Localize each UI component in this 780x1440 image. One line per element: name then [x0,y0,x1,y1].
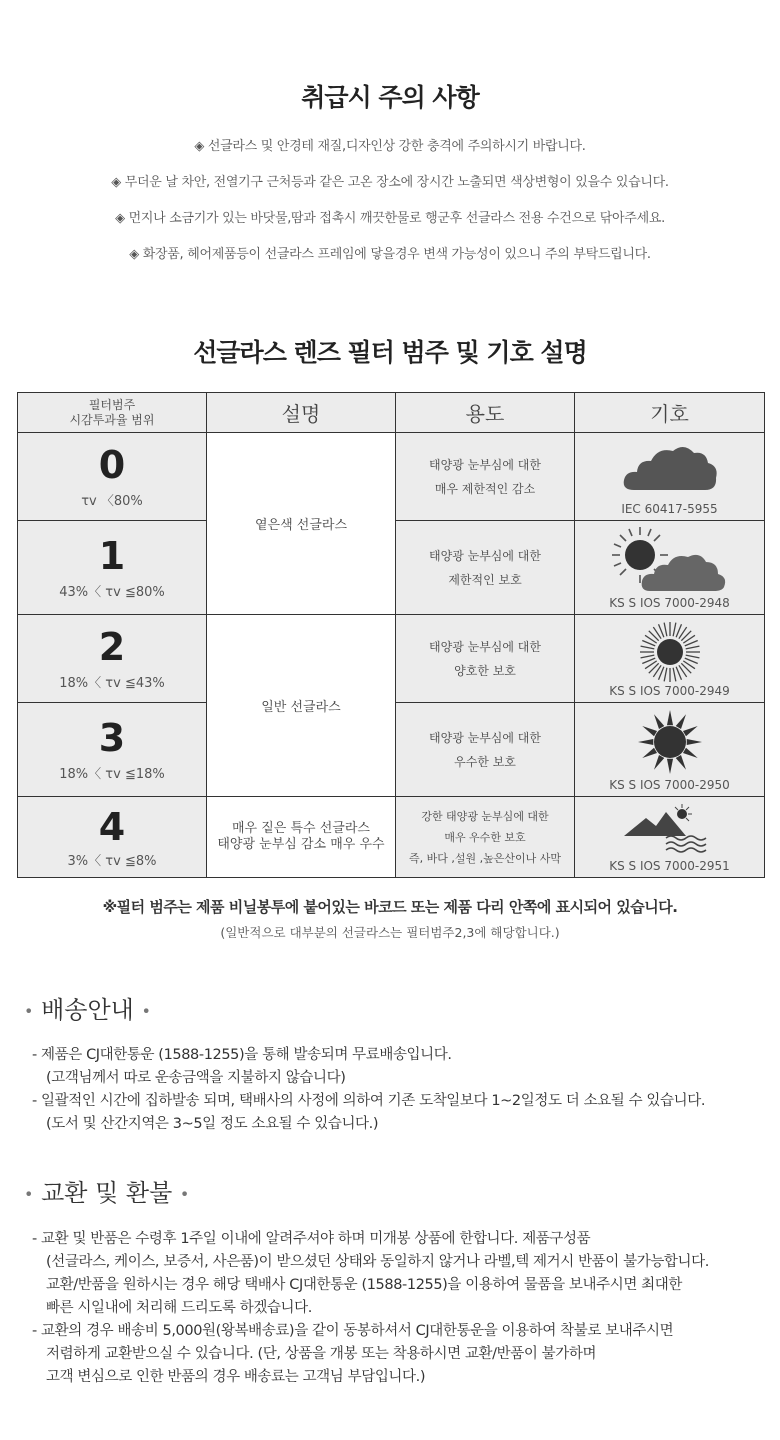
mountain-sea-sun-icon [620,802,720,858]
symbol-cell [575,797,765,878]
sun-bold-icon [637,709,703,775]
usage-line: 태양광 눈부심에 대한 [429,548,541,563]
exchange-line: 저렴하게 교환받으실 수 있습니다. (단, 상품을 개봉 또는 착용하시면 교환/반품이 불가하며 [46,1346,597,1362]
usage-line: 즉, 바다 ,설원 ,높은산이나 사막 [409,851,561,865]
header-usage: 용도 [396,393,575,433]
bullet-icon: • [141,1001,151,1021]
description-light: 옅은색 선글라스 [207,433,396,615]
exchange-line: 고객 변심으로 인한 반품의 경우 배송료는 고객님 부담입니다.) [46,1369,426,1385]
usage-line: 태양광 눈부심에 대한 [429,730,541,745]
exchange-text [32,1228,709,1389]
symbol-code: KS S IOS 7000-2950 [609,778,730,792]
category-cell [18,433,207,521]
usage-line: 양호한 보호 [454,663,516,678]
shipping-line: - 일괄적인 시간에 집하발송 되며, 택배사의 사정에 의하여 기존 도착일보다 1~2일정도 더 소요될 수 있습니다. [32,1093,706,1109]
table-row [18,797,765,878]
caution-line-2: ◈ 무더운 날 차안, 전열기구 근처등과 같은 고온 장소에 장시간 노출되면 색상변형이 있을수 있습니다. [111,175,669,190]
filter-title: 선글라스 렌즈 필터 범주 및 기호 설명 [193,338,587,367]
symbol-cell [575,703,765,797]
description-special-line2: 태양광 눈부심 감소 매우 우수 [217,837,385,852]
symbol-code: KS S IOS 7000-2948 [609,596,730,610]
caution-line-3: ◈ 먼지나 소금기가 있는 바닷물,땀과 접촉시 깨끗한물로 행군후 선글라스 전용 수건으로 닦아주세요. [115,211,665,226]
header-category [18,393,207,433]
symbol-code: KS S IOS 7000-2949 [609,684,730,698]
shipping-line: (고객님께서 따로 운송금액을 지불하지 않습니다) [46,1070,346,1086]
bullet-icon: • [24,1184,34,1204]
exchange-line: - 교환 및 반품은 수령후 1주일 이내에 알려주셔야 하며 미개봉 상품에 한합니다. 제품구성품 [32,1231,591,1247]
caution-line-4: ◈ 화장품, 헤어제품등이 선글라스 프레임에 닿을경우 변색 가능성이 있으니 주의 부탁드립니다. [129,247,651,262]
filter-subnote: (일반적으로 대부분의 선글라스는 필터범주2,3에 해당합니다.) [220,925,560,940]
symbol-cell [575,521,765,615]
header-category-line1: 필터범주 [88,397,136,412]
symbol-code: KS S IOS 7000-2951 [609,859,730,873]
header-description: 설명 [207,393,396,433]
filter-table [17,392,765,878]
category-cell [18,797,207,878]
symbol-cell [575,615,765,703]
table-row [18,615,765,703]
category-range: 43%〈 τv ≦80% [59,585,165,600]
caution-title: 취급시 주의 사항 [301,83,479,112]
sun-rays-icon [638,620,702,684]
description-special-line1: 매우 짙은 특수 선글라스 [232,821,370,836]
symbol-cell [575,433,765,521]
usage-cell [396,797,575,878]
category-number: 0 [98,443,126,487]
table-row [18,433,765,521]
category-number: 3 [98,716,126,760]
filter-note: ※필터 범주는 제품 비닐봉투에 붙어있는 바코드 또는 제품 다리 안쪽에 표시되어 있습니다. [102,898,678,916]
category-range: 18%〈 τv ≦18% [59,767,165,782]
bullet-icon: • [179,1184,190,1204]
shipping-text [32,1044,705,1136]
bullet-icon: • [24,1001,34,1021]
category-cell [18,703,207,797]
usage-line: 매우 우수한 보호 [444,830,526,844]
usage-line: 강한 태양광 눈부심에 대한 [421,809,549,823]
category-cell [18,521,207,615]
category-number: 4 [98,804,126,849]
shipping-line: (도서 및 산간지역은 3~5일 정도 소요될 수 있습니다.) [46,1116,379,1132]
header-symbol: 기호 [575,393,765,433]
category-number: 1 [98,534,126,578]
shipping-line: - 제품은 CJ대한통운 (1588-1255)을 통해 발송되며 무료배송입니다. [32,1047,452,1063]
cloud-icon [620,440,720,500]
exchange-title-text: 교환 및 환불 [41,1179,173,1207]
category-range: τv 〈80% [81,494,143,509]
usage-line: 태양광 눈부심에 대한 [429,457,541,472]
usage-line: 태양광 눈부심에 대한 [429,639,541,654]
exchange-title [24,1173,189,1208]
usage-cell [396,521,575,615]
usage-cell [396,703,575,797]
description-special [207,797,396,878]
exchange-line: 빠른 시일내에 처리해 드리도록 하겠습니다. [46,1300,312,1316]
header-category-line2: 시감투과율 범위 [69,412,155,427]
shipping-title [24,990,151,1025]
sun-behind-cloud-icon [610,525,730,595]
filter-header-row [18,393,765,433]
usage-cell [396,433,575,521]
category-range: 3%〈 τv ≦8% [67,853,157,869]
shipping-title-text: 배송안내 [41,996,134,1024]
category-number: 2 [98,625,126,669]
category-cell [18,615,207,703]
exchange-line: - 교환의 경우 배송비 5,000원(왕복배송료)을 같이 동봉하셔서 CJ대한통운을 이용하여 착불로 보내주시면 [32,1323,674,1339]
exchange-line: (선글라스, 케이스, 보증서, 사은품)이 받으셨던 상태와 동일하지 않거나 라벨,텍 제거시 반품이 불가능합니다. [46,1254,709,1270]
usage-line: 우수한 보호 [454,754,516,769]
usage-line: 매우 제한적인 감소 [434,481,536,496]
exchange-line: 교환/반품을 원하시는 경우 해당 택배사 CJ대한통운 (1588-1255)을 이용하여 물품을 보내주시면 최대한 [46,1277,682,1293]
usage-cell [396,615,575,703]
usage-line: 제한적인 보호 [448,572,522,587]
description-normal: 일반 선글라스 [207,615,396,797]
symbol-code: IEC 60417-5955 [621,502,718,516]
caution-line-1: ◈ 선글라스 및 안경테 재질,디자인상 강한 충격에 주의하시기 바랍니다. [194,139,586,154]
category-range: 18%〈 τv ≦43% [59,676,165,691]
